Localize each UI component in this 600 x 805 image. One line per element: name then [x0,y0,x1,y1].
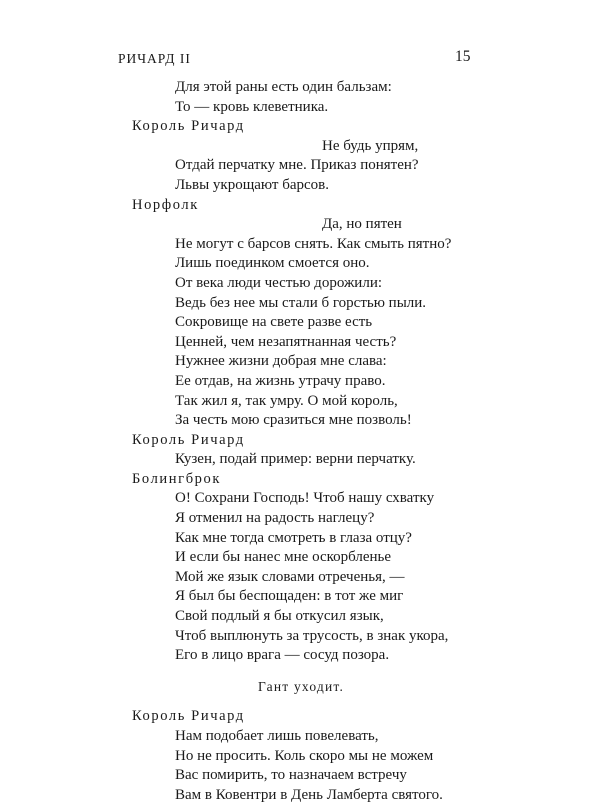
verse-line: Свой подлый я бы откусил язык, [175,608,384,625]
verse-line: Отдай перчатку мне. Приказ понятен? [175,157,419,174]
verse-line: И если бы нанес мне оскорбленье [175,549,392,566]
verse-line: Мой же язык словами отреченья, — [175,568,405,585]
verse-line: Для этой раны есть один бальзам: [175,79,392,95]
verse-line: За честь мою сразиться мне позволь! [175,412,412,429]
play-text [0,78,600,805]
verse-line: Не будь упрям, [322,137,419,154]
speaker-name: Болингброк [132,470,222,487]
verse-line: Ведь без нее мы стали б горстью пыли. [175,294,427,311]
verse-line: Ее отдав, на жизнь утрачу право. [175,372,386,389]
verse-line: От века люди честью дорожили: [175,274,383,291]
verse-line: Кузен, подай пример: верни перчатку. [175,451,416,468]
verse-line: Лишь поединком смоется оно. [175,255,370,272]
verse-line: То — кровь клеветника. [175,98,329,115]
speaker-name: Король Ричард [132,118,245,135]
verse-line: Не могут с барсов снять. Как смыть пятно? [175,235,452,252]
verse-line: Как мне тогда смотреть в глаза отцу? [175,529,412,546]
verse-line: Нужнее жизни добрая мне слава: [175,353,387,370]
running-head: РИЧАРД II [118,51,191,66]
verse-line: Вас помирить, то назначаем встречу [175,767,407,784]
verse-line: Вам в Ковентри в День Ламберта святого. [175,786,443,803]
verse-line: Да, но пятен [322,216,402,233]
verse-line: Так жил я, так умру. О мой король, [175,392,398,409]
verse-line: Я отменил на радость наглецу? [175,510,375,527]
speaker-name: Король Ричард [132,431,245,448]
page-number: 15 [455,48,471,65]
verse-line: Нам подобает лишь повелевать, [175,728,379,744]
verse-line: Львы укрощают барсов. [175,176,330,193]
speaker-name: Норфолк [132,196,199,213]
verse-line: О! Сохрани Господь! Чтоб нашу схватку [175,490,435,507]
verse-line: Я был бы беспощаден: в тот же миг [175,588,404,605]
spacer [0,666,600,677]
verse-line: Но не просить. Коль скоро мы не можем [175,747,434,764]
verse-line: Ценней, чем незапятнанная честь? [175,333,397,350]
speaker-name: Король Ричард [132,708,245,725]
spacer [0,696,600,707]
verse-line: Чтоб выплюнуть за трусость, в знак укора, [175,627,449,644]
verse-line: Сокровище на свете разве есть [175,314,373,331]
verse-line: Его в лицо врага — сосуд позора. [175,647,390,664]
stage-direction: Гант уходит. [258,678,345,694]
